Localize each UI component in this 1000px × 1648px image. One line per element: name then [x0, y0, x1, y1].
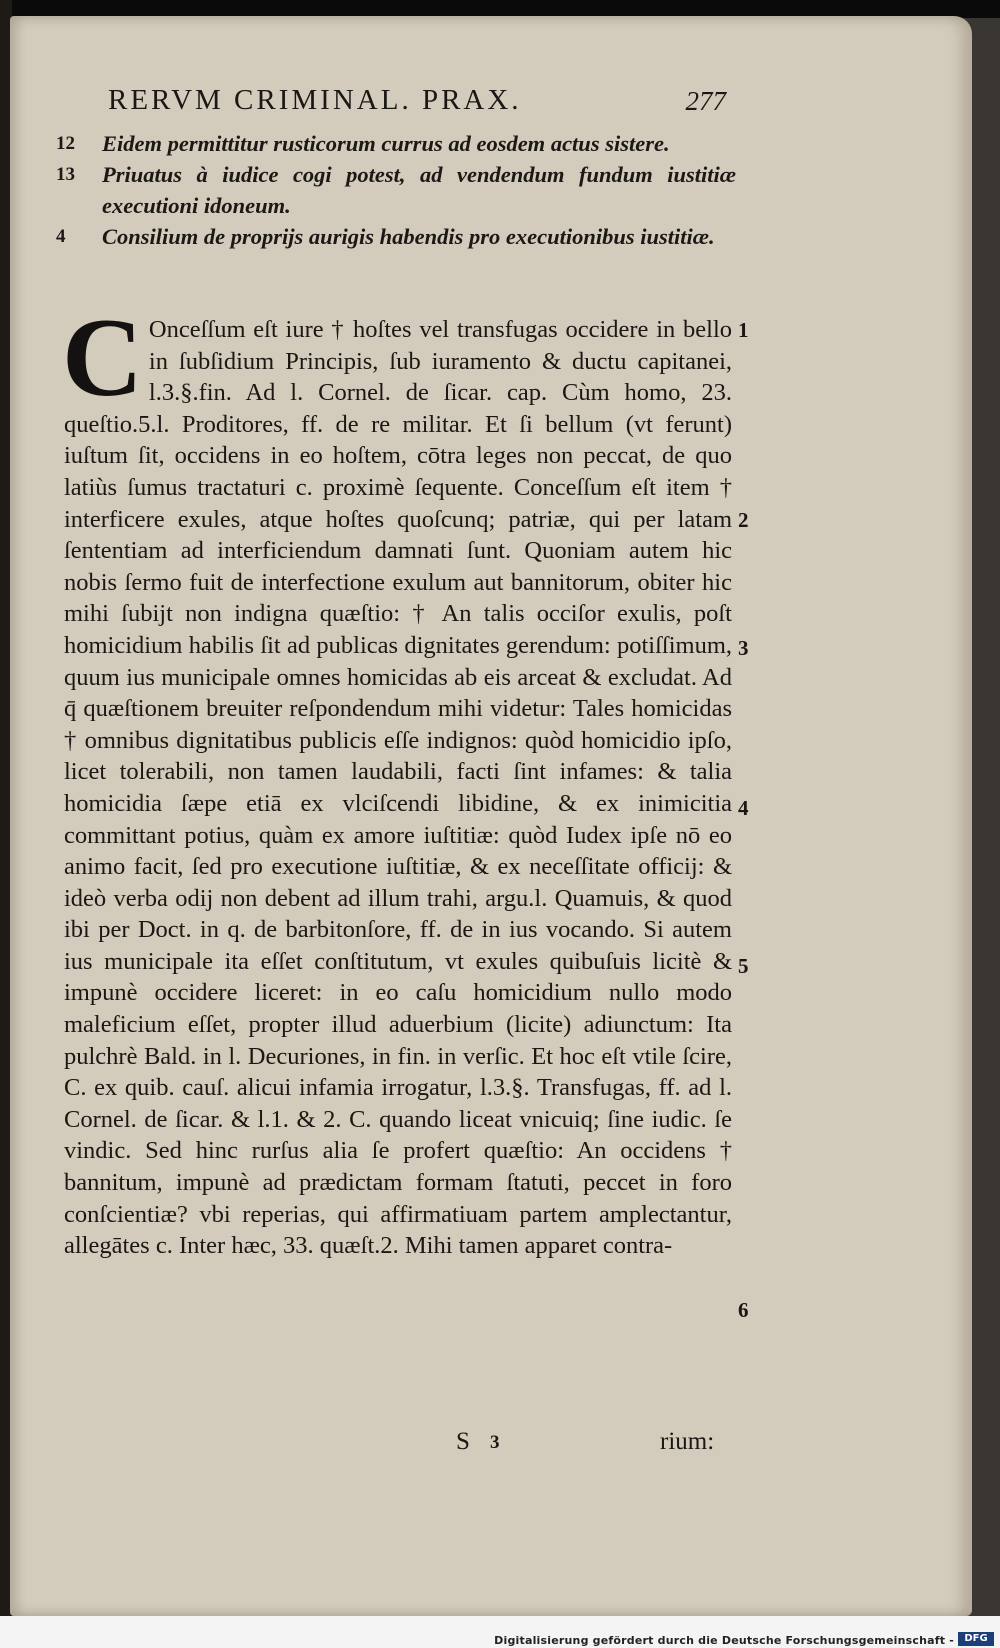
dfg-logo: DFG [958, 1632, 994, 1646]
summary-item [56, 128, 736, 159]
signature-number: 3 [490, 1432, 500, 1453]
drop-cap: C [62, 296, 143, 420]
margin-number: 3 [738, 636, 749, 660]
summary-text: Consilium de proprijs aurigis habendis pro executionibus iustitiæ. [102, 224, 715, 249]
running-title: RERVM CRIMINAL. PRAX. [108, 84, 522, 116]
summary-item [56, 159, 736, 221]
margin-number: 5 [738, 954, 749, 978]
catchword: rium: [660, 1428, 715, 1455]
summary-item [56, 221, 736, 252]
margin-number: 2 [738, 508, 749, 532]
summary-number: 13 [56, 164, 75, 185]
signature-mark: S [456, 1428, 470, 1455]
body-paragraph: Onceſſum eſt iure † hoſtes vel transfugas occidere in bello in ſubſidium Principis, ſub iuramento & ductu capitanei, l.3.§.fin. Ad l. Cornel. de ſicar. cap. Cùm homo, 23. queſtio.5.l. Proditores, ff. de re militar. Et ſi bellum (vt ferunt) iuſtum ſit, occidens in eo hoſtem, cōtra leges non peccat, de quo latiùs ſumus tractaturi c. proximè ſequente. Conceſſum eſt item † interficere exules, atque hoſtes quoſcunq; patriæ, qui per latam ſententiam ad interficiendum damnati ſunt. Quoniam autem hic nobis ſermo fuit de interfectione exulum aut bannitorum, obiter hic mihi ſubijt non indigna quæſtio: † An talis occiſor exulis, poſt homicidium habilis ſit ad publicas dignitates gerendum: potiſſimum, quum ius municipale omnes homicidas ab eis arceat & excludat. Ad q̄ quæſtionem breuiter reſpondendum mihi videtur: Tales homicidas † omnibus dignitatibus publicis eſſe indignos: quòd homicidio ipſo, licet tolerabili, non tamen laudabili, facti ſint infames: & talia homicidia ſæpe etiā ex vlciſcendi libidine, & ex inimicitia committant potius, quàm ex amore iuſtitiæ: quòd Iudex ipſe nō eo animo facit, ſed pro executione iuſtitiæ, & ex neceſſitate officij: & ideò verba odij non debent ad illum trahi, argu.l. Quamuis, & quod ibi per Doct. in q. de barbitonſore, ff. de in ius vocando. Si autem ius municipale ita eſſet conſtitutum, vt exules quibuſuis licitè & impunè occidere liceret: in eo caſu homicidium nullo modo maleficium eſſet, propter illud aduerbium (licite) adiunctum: Ita pulchrè Bald. in l. Decuriones, in fin. in verſic. Et hoc eſt vtile ſcire, C. ex quib. cauſ. alicui infamia irrogatur, l.3.§. Transfugas, ff. ad l. Cornel. de ſicar. & l.1. & 2. C. quando liceat vnicuiq; ſine iudic. ſe vindic. Sed hinc rurſus alia ſe profert quæſtio: An occidens † bannitum, impunè ad prædictam formam ſtatuti, peccet in foro conſcientiæ? vbi reperias, qui affirmatiuam partem amplectantur, allegātes c. Inter hæc, 33. quæſt.2. Mihi tamen apparet contra- [64, 316, 732, 1260]
summary-text: Priuatus à iudice cogi potest, ad vendendum fundum iustitiæ executioni idoneum. [102, 162, 736, 218]
margin-number: 1 [738, 318, 749, 342]
summary-number: 12 [56, 133, 75, 154]
summary-text: Eidem permittitur rusticorum currus ad eosdem actus sistere. [102, 131, 670, 156]
page-number: 277 [685, 86, 726, 116]
page-header [108, 84, 726, 122]
body-text [62, 296, 732, 1262]
margin-number: 4 [738, 796, 749, 820]
margin-number: 6 [738, 1298, 749, 1322]
summary-number: 4 [56, 226, 66, 247]
summary-list [56, 128, 736, 252]
digitization-credit: Digitalisierung gefördert durch die Deutsche Forschungsgemeinschaft - [494, 1634, 954, 1647]
